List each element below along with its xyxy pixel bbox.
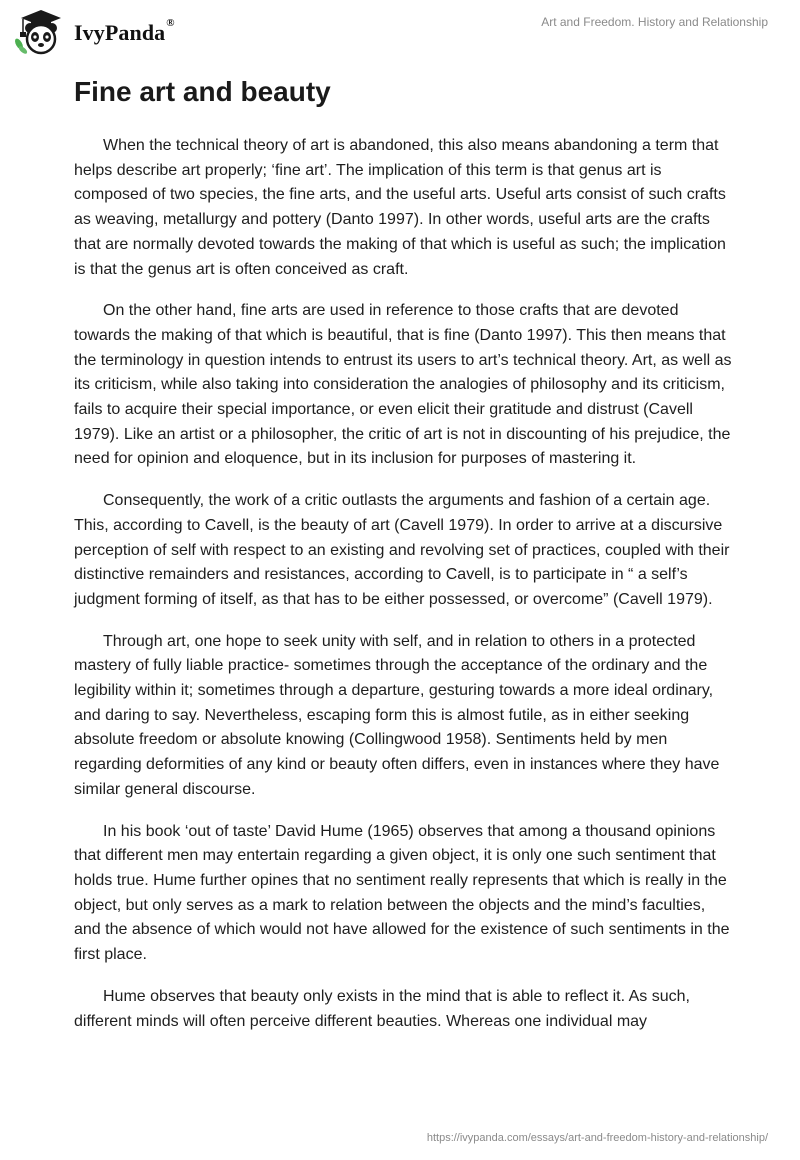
paragraph: Through art, one hope to seek unity with self, and in relation to others in a protected mastery of fully liable practice- sometimes through the acceptance of the ordinary and the legibility within it; sometimes through a departure, gesturing towards a more ideal ordinary, and daring to say. Nevertheless, escaping form this is almost futile, as in either seeking absolute freedom or absolute knowing (Collingwood 1958). Sentiments held by men regarding deformities of any kind or beauty often differs, even in instances where they have similar general discourse. [74,632,720,798]
paragraph: On the other hand, fine arts are used in reference to those crafts that are devoted towards the making of that which is beautiful, that is fine (Danto 1997). This then means that the terminology in question intends to entrust its users to art’s technical theory. Art, as well as its criticism, while also taking into consideration the analogies of philosophy and its criticism, fails to acquire their special importance, or even elicit their gratitude and distrust (Cavell 1979). Like an artist or a philosopher, the critic of art is not in discounting of his prejudice, the need for opinion and eloquence, but in its inclusion for purposes of mastering it. [74,302,732,468]
paragraph: When the technical theory of art is abandoned, this also means abandoning a term that helps describe art properly; ‘fine art’. The implication of this term is that genus art is composed of two species, the fine arts, and the useful arts. Useful arts consist of such crafts as weaving, metallurgy and pottery (Danto 1997). In other words, useful arts are the crafts that are normally devoted towards the making of that which is useful as such; the implication is that the genus art is often conceived as craft. [74,137,726,278]
document-header-title: Art and Freedom. History and Relationship [541,15,768,29]
footer-url[interactable]: https://ivypanda.com/essays/art-and-freedom-history-and-relationship/ [426,1132,768,1144]
ivypanda-logo[interactable] [14,8,175,56]
registered-mark: ® [166,17,175,29]
page-title: Fine art and beauty [74,76,331,107]
paragraph: Consequently, the work of a critic outlasts the arguments and fashion of a certain age. This, according to Cavell, is the beauty of art (Cavell 1979). In order to arrive at a discursive perception of self with respect to an existing and revolving set of practices, coupled with their distinctive remainders and resistances, according to Cavell, is to participate in “ a self’s judgment forming of itself, as that has to be either possessed, or overcome” (Cavell 1979). [74,492,730,608]
paragraph: Hume observes that beauty only exists in the mind that is able to reflect it. As such, different minds will often perceive different beauties. Whereas one individual may [74,987,690,1030]
page-header [0,0,800,60]
panda-graduate-icon [14,8,68,56]
paragraph: In his book ‘out of taste’ David Hume (1965) observes that among a thousand opinions that different men may entertain regarding a given object, it is only one such sentiment that holds true. Hume further opines that no sentiment really represents that which is really in the object, but only serves as a mark to relation between the objects and the mind’s faculties, and the absence of which would not have allowed for the existence of such sentiments in the first place. [74,822,730,964]
article-body [74,134,734,1051]
brand-name [74,17,175,46]
brand-name-text: IvyPanda [74,20,166,45]
